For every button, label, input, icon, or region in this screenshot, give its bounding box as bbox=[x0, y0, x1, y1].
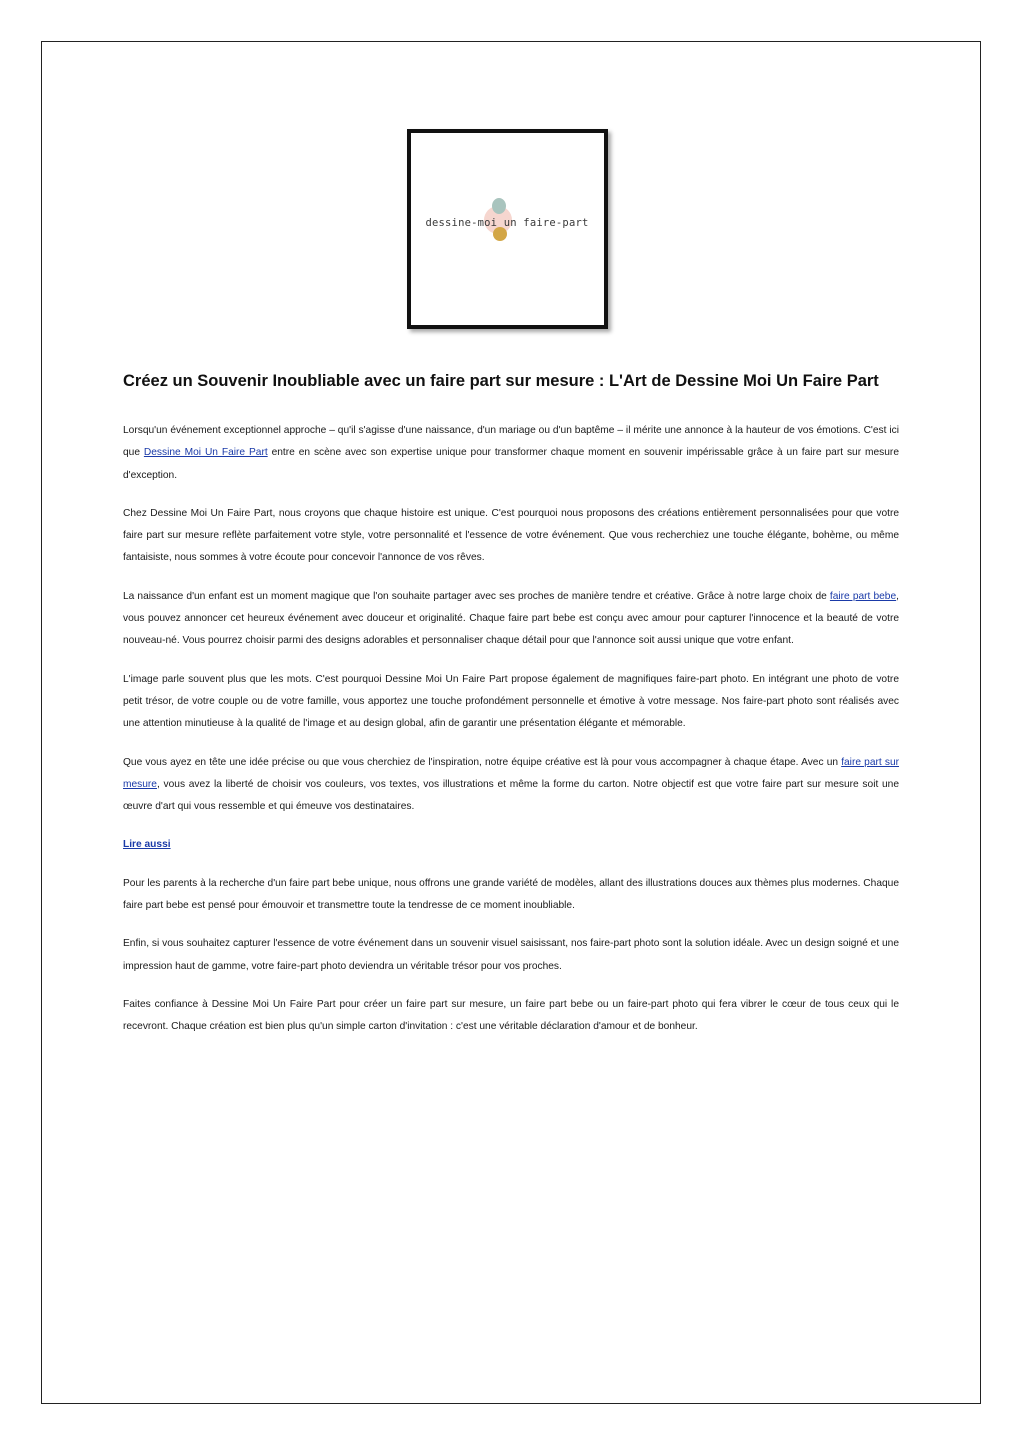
paragraph-parents: Pour les parents à la recherche d'un faire part bebe unique, nous offrons une grande variété de modèles, allant des illustrations douces aux thèmes plus modernes. Chaque faire part bebe est pensé pour émouvoir et transmettre toute la tendresse de ce moment inoubliable. bbox=[123, 877, 899, 912]
link-faire-part-bebe[interactable]: faire part bebe bbox=[829, 590, 897, 602]
paragraph-photo: L'image parle souvent plus que les mots. C'est pourquoi Dessine Moi Un Faire Part propose également de magnifiques faire-part photo. En intégrant une photo de votre petit trésor, de votre couple ou de votre famille, vous apportez une touche profondément personnelle et émotive à votre message. Nos faire-part photo sont réalisés avec une attention minutieuse à la qualité de l'image et au design global, afin de garantir une présentation élégante et mémorable. bbox=[123, 673, 899, 730]
paragraph-custom: Chez Dessine Moi Un Faire Part, nous croyons que chaque histoire est unique. C'est pourquoi nous proposons des créations entièrement personnalisées pour que votre faire part sur mesure reflète parfaitement votre style, votre personnalité et l'essence de votre événement. Que vous recherchiez une touche élégante, bohème, ou même fantaisiste, nous sommes à votre écoute pour concevoir l'annonce de vos rêves. bbox=[123, 507, 899, 564]
link-dessine-moi[interactable]: Dessine Moi Un Faire Part bbox=[143, 447, 268, 459]
logo-mustard-dot bbox=[493, 227, 507, 241]
brand-logo bbox=[407, 129, 608, 329]
logo-text: dessine-moi un faire-part bbox=[425, 217, 589, 229]
article-body bbox=[123, 420, 899, 1055]
read-more-link[interactable]: Lire aussi bbox=[123, 839, 171, 851]
logo-graphic bbox=[411, 133, 604, 325]
paragraph-baby: La naissance d'un enfant est un moment magique que l'on souhaite partager avec ses proches de manière tendre et créative. Grâce à notre large choix de faire part bebe, vous pouvez annoncer cet heureux événement avec douceur et originalité. Chaque faire part bebe est conçu avec amour pour capturer l'innocence et la beauté de votre nouveau-né. Vous pourrez choisir parmi des designs adorables et personnaliser chaque détail pour que l'annonce soit aussi unique que votre enfant. bbox=[123, 590, 899, 647]
article-title: Créez un Souvenir Inoubliable avec un faire part sur mesure : L'Art de Dessine Moi Un Faire Part bbox=[123, 372, 879, 390]
paragraph-visual: Enfin, si vous souhaitez capturer l'essence de votre événement dans un souvenir visuel saisissant, nos faire-part photo sont la solution idéale. Avec un design soigné et une impression haut de gamme, votre faire-part photo deviendra un véritable trésor pour vos proches. bbox=[123, 938, 899, 972]
paragraph-team: Que vous ayez en tête une idée précise ou que vous cherchiez de l'inspiration, notre équipe créative est là pour vous accompagner à chaque étape. Avec un faire part sur mesure, vous avez la liberté de choisir vos couleurs, vos textes, vos illustrations et même la forme du carton. Notre objectif est que votre faire part sur mesure soit une œuvre d'art qui vous ressemble et qui émeuve vos destinataires. bbox=[123, 756, 900, 813]
read-more-paragraph bbox=[123, 834, 899, 856]
logo-teal-dot bbox=[492, 198, 506, 214]
paragraph-intro: Lorsqu'un événement exceptionnel approche – qu'il s'agisse d'une naissance, d'un mariage ou d'un baptême – il mérite une annonce à la hauteur de vos émotions. C'est ici que Dessine Moi Un Faire Part entre en scène avec son expertise unique pour transformer chaque moment en souvenir impérissable grâce à un faire part sur mesure d'exception. bbox=[123, 425, 899, 481]
link-faire-part-sur-mesure[interactable]: faire part sur mesure bbox=[123, 756, 900, 790]
paragraph-conclusion: Faites confiance à Dessine Moi Un Faire Part pour créer un faire part sur mesure, un faire part bebe ou un faire-part photo qui fera vibrer le cœur de tous ceux qui le recevront. Chaque création est bien plus qu'un simple carton d'invitation : c'est une véritable déclaration d'amour et de bonheur. bbox=[123, 998, 899, 1033]
